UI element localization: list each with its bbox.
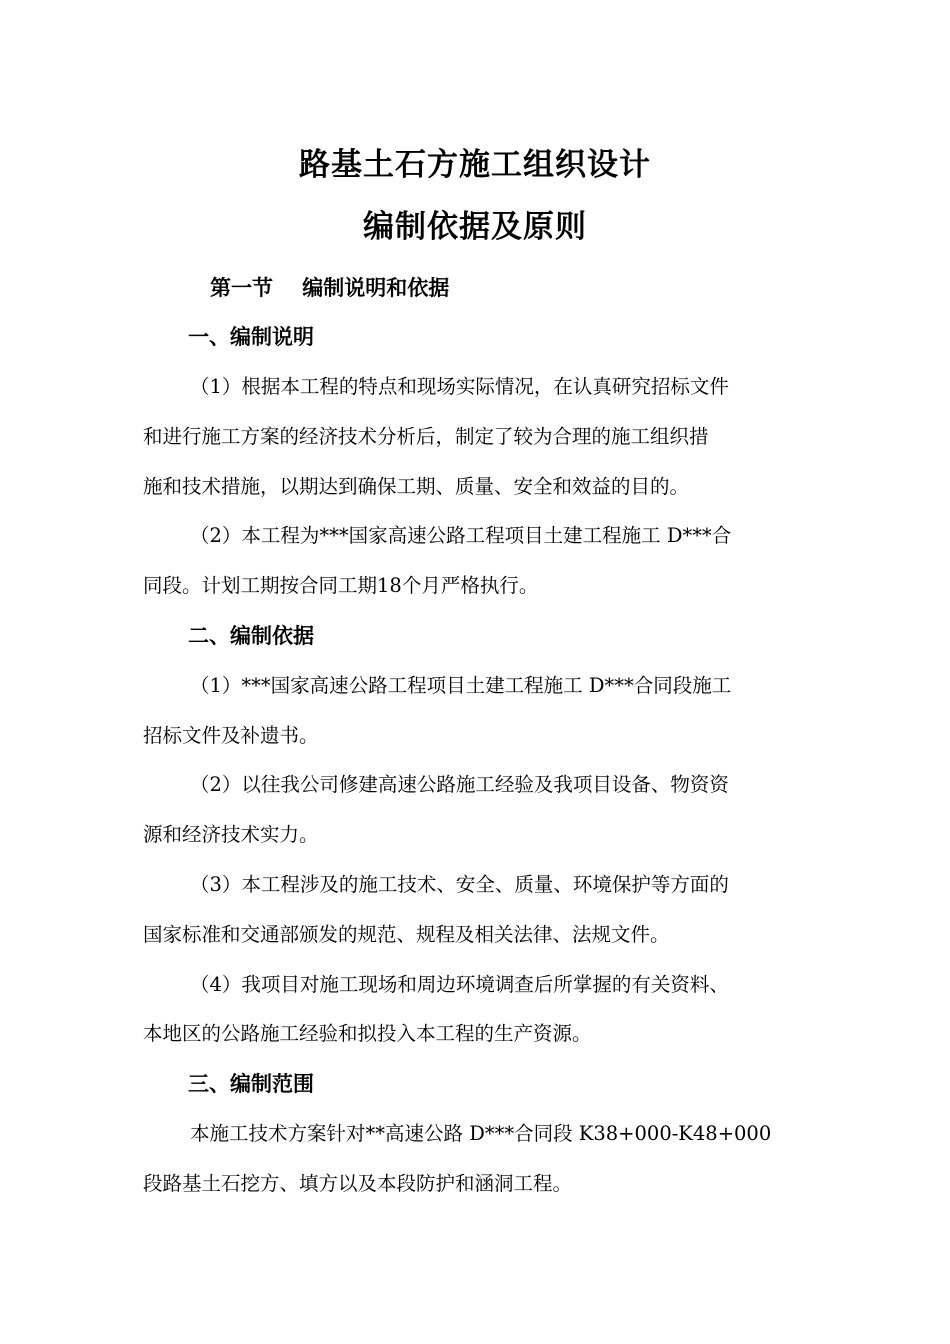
heading-compilation-basis: 二、编制依据: [188, 624, 314, 648]
paragraph-3-line-2: 招标文件及补遗书。: [143, 724, 319, 747]
paragraph-1-line-1: （1）根据本工程的特点和现场实际情况，在认真研究招标文件: [190, 375, 729, 398]
document-subtitle: 编制依据及原则: [363, 209, 587, 245]
paragraph-5-line-2: 国家标准和交通部颁发的规范、规程及相关法律、法规文件。: [143, 923, 670, 946]
paragraph-4-line-2: 源和经济技术实力。: [143, 823, 319, 846]
paragraph-6-line-2: 本地区的公路施工经验和拟投入本工程的生产资源。: [143, 1022, 592, 1045]
heading-compilation-notes: 一、编制说明: [188, 325, 314, 349]
paragraph-6-line-1: （4）我项目对施工现场和周边环境调查后所掌握的有关资料、: [190, 973, 729, 996]
document-title: 路基土石方施工组织设计: [299, 147, 651, 183]
paragraph-7-line-1: 本施工技术方案针对**高速公路 D***合同段 K38+000-K48+000: [190, 1122, 772, 1145]
paragraph-3-line-1: （1）***国家高速公路工程项目土建工程施工 D***合同段施工: [190, 674, 732, 697]
heading-compilation-scope: 三、编制范围: [188, 1072, 314, 1096]
paragraph-1-line-2: 和进行施工方案的经济技术分析后，制定了较为合理的施工组织措: [143, 425, 709, 448]
paragraph-1-line-3: 施和技术措施，以期达到确保工期、质量、安全和效益的目的。: [143, 475, 690, 498]
section-heading: 第一节 编制说明和依据: [210, 276, 450, 300]
paragraph-4-line-1: （2）以往我公司修建高速公路施工经验及我项目设备、物资资: [190, 773, 729, 796]
paragraph-2-line-1: （2）本工程为***国家高速公路工程项目土建工程施工 D***合: [190, 524, 732, 547]
paragraph-5-line-1: （3）本工程涉及的施工技术、安全、质量、环境保护等方面的: [190, 873, 729, 896]
paragraph-2-line-2: 同段。计划工期按合同工期18个月严格执行。: [143, 574, 539, 597]
paragraph-7-line-2: 段路基土石挖方、填方以及本段防护和涵洞工程。: [143, 1172, 573, 1195]
